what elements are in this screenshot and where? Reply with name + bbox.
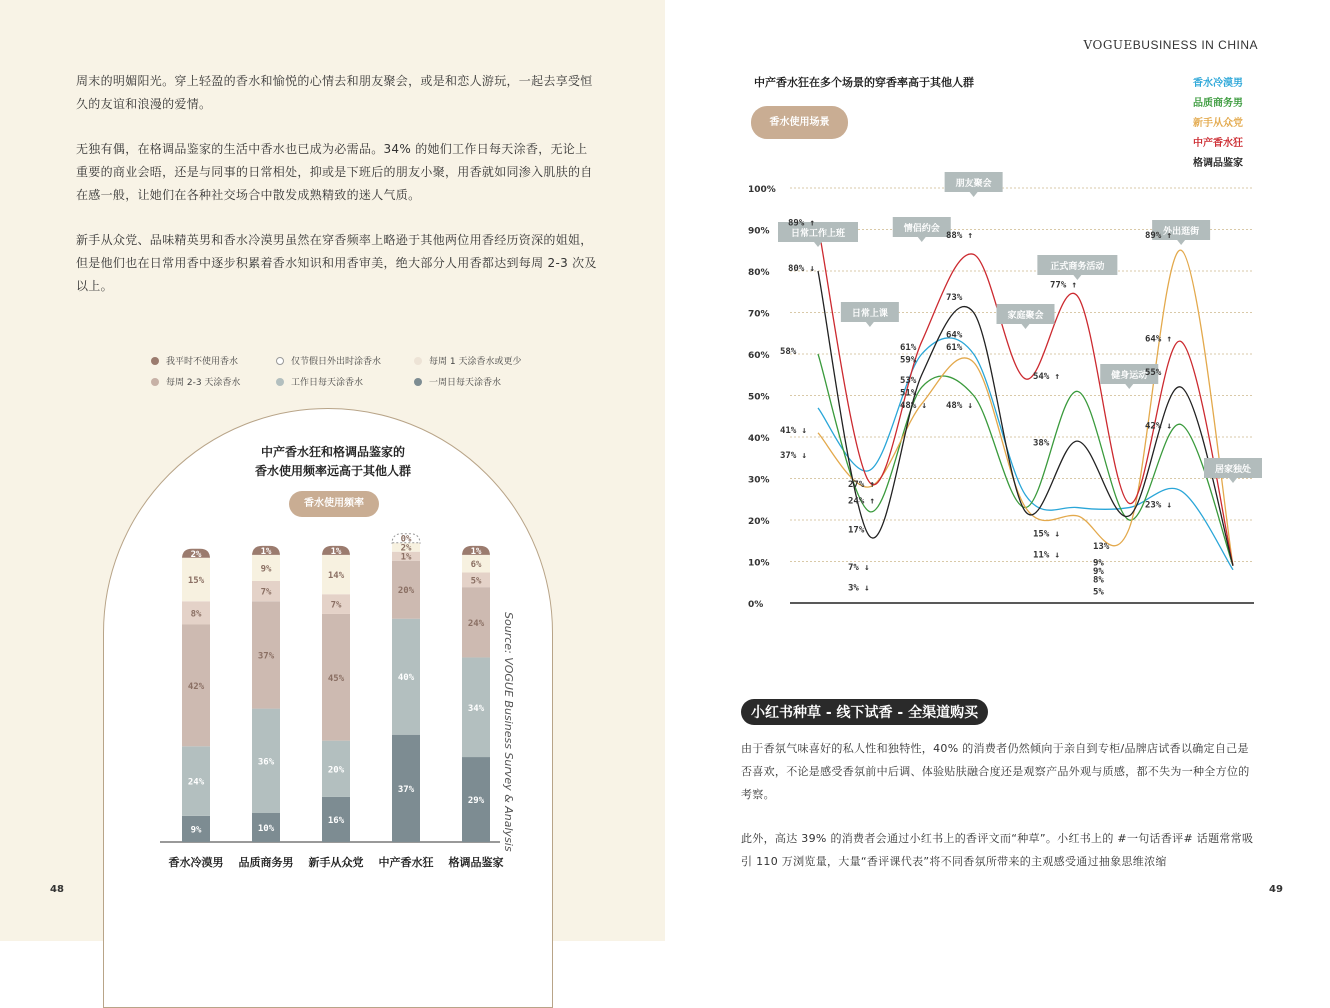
line-legend-item: 格调品鉴家 — [1193, 158, 1243, 169]
line-series — [818, 354, 1233, 566]
scene-tag-label: 家庭聚会 — [1007, 311, 1044, 321]
value-annotation: 37% ↓ — [780, 450, 808, 461]
value-annotation: 17% — [848, 525, 865, 536]
y-tick-label: 90% — [748, 226, 770, 237]
bar-value-label: 2% — [400, 543, 412, 554]
bar-category-label: 格调品鉴家 — [448, 856, 504, 869]
legend-swatch — [276, 357, 284, 365]
scene-tag-pointer — [1022, 324, 1030, 329]
paragraph-2: 无独有偶，在格调品鉴家的生活中香水也已成为必需品。34% 的她们工作日每天涂香，无论上重要的商业会晤，还是与同事的日常相处，抑或是下班后的朋友小聚，用香就如同渗入肌肤的自在感一般，让她们在各种社交场合中散发成熟精致的迷人气质。 — [76, 142, 593, 202]
legend-item — [151, 354, 238, 367]
value-annotation: 89% ↑ — [788, 218, 816, 229]
value-annotation: 38% — [1033, 438, 1050, 449]
value-annotation: 48% ↓ — [900, 400, 928, 411]
page-number-right: 49 — [1269, 884, 1283, 895]
line-series — [818, 250, 1233, 566]
bar-value-label: 15% — [187, 576, 205, 587]
line-legend-item: 中产香水狂 — [1193, 138, 1243, 149]
brand-bold: VOGUE — [1083, 38, 1133, 52]
bar-value-label: 42% — [187, 681, 205, 692]
source-note: Source: VOGUE Business Survey & Analysis — [502, 612, 515, 852]
value-annotation: 23% ↓ — [1145, 500, 1173, 511]
value-annotation: 3% ↓ — [848, 583, 870, 594]
value-annotation: 77% ↑ — [1050, 280, 1078, 291]
value-annotation: 5% — [1093, 587, 1104, 598]
scene-tag-label: 正式商务活动 — [1050, 262, 1105, 272]
freq-chart-title-line2: 香水使用频率远高于其他人群 — [254, 464, 411, 478]
y-tick-label: 40% — [748, 434, 770, 444]
y-tick-label: 60% — [748, 351, 770, 361]
scene-tag-label: 健身运动 — [1111, 371, 1148, 381]
scene-tag-label: 居家独处 — [1214, 465, 1252, 475]
legend-swatch — [414, 378, 422, 386]
bar-value-label: 5% — [470, 576, 482, 587]
scene-tag — [841, 302, 899, 327]
bar-value-label: 24% — [187, 777, 205, 788]
legend-swatch — [151, 378, 159, 386]
value-annotation: 8% — [1093, 575, 1104, 586]
freq-stacked-bar-chart — [160, 534, 520, 880]
bar-value-label: 20% — [397, 586, 415, 597]
y-tick-label: 30% — [748, 475, 770, 486]
y-tick-label: 20% — [748, 517, 770, 527]
page-number-left: 48 — [50, 884, 64, 895]
bar-value-label: 7% — [330, 600, 342, 611]
legend-swatch — [414, 357, 422, 365]
scene-chart-pill: 香水使用场景 — [751, 106, 848, 139]
value-annotation: 9% — [1093, 558, 1104, 569]
y-tick-label: 70% — [748, 309, 770, 320]
paragraph-1: 周末的明媚阳光。穿上轻盈的香水和愉悦的心情去和朋友聚会，或是和恋人游玩，一起去享受恒久的友谊和浪漫的爱情。 — [76, 74, 593, 111]
bar-value-label: 36% — [257, 757, 275, 768]
value-annotation: 61% — [946, 342, 963, 353]
scene-tag-label: 日常上课 — [851, 309, 888, 319]
value-annotation: 51% — [900, 388, 917, 399]
scene-tag-pointer — [970, 192, 978, 197]
bar-value-label: 37% — [397, 784, 415, 795]
value-annotation: 80% ↓ — [788, 264, 816, 274]
value-annotation: 53% — [900, 376, 917, 387]
bar-value-label: 34% — [467, 703, 485, 714]
bar-value-label: 37% — [257, 651, 275, 662]
scene-line-chart — [740, 160, 1270, 620]
right-paragraph-1: 由于香氛气味喜好的私人性和独特性，40% 的消费者仍然倾向于亲自到专柜/品牌店试香以确定自己是否喜欢，不论是感受香氛前中后调、体验贴肤融合度还是观察产品外观与质感，都不失为一种全方位的考察。 — [741, 742, 1250, 801]
bar-value-label: 9% — [260, 564, 272, 575]
bar-value-label: 10% — [257, 824, 275, 834]
bar-value-label: 24% — [467, 618, 485, 629]
bar-value-label: 2% — [190, 549, 202, 560]
scene-tag — [945, 172, 1003, 197]
scene-tag — [997, 304, 1055, 329]
scene-tag — [1037, 255, 1117, 280]
legend-label: 每周 1 天涂香水或更少 — [429, 357, 522, 367]
bar-value-label: 20% — [327, 765, 345, 776]
bar-value-label: 1% — [260, 546, 272, 557]
y-tick-label: 80% — [748, 268, 770, 278]
scene-tag-pointer — [1229, 478, 1237, 483]
freq-chart-pill: 香水使用频率 — [289, 491, 379, 517]
value-annotation: 61% — [900, 342, 917, 353]
bar-value-label: 1% — [400, 552, 412, 563]
legend-label: 我平时不使用香水 — [166, 357, 239, 367]
value-annotation: 64% — [946, 330, 963, 341]
value-annotation: 15% ↓ — [1033, 529, 1061, 540]
legend-label: 工作日每天涂香水 — [291, 378, 364, 388]
legend-item — [151, 375, 240, 388]
legend-label: 仅节假日外出时涂香水 — [291, 357, 382, 367]
scene-tag — [893, 217, 951, 242]
line-legend-item: 品质商务男 — [1193, 98, 1243, 109]
scene-tag-pointer — [1125, 384, 1133, 389]
legend-swatch — [276, 378, 284, 386]
value-annotation: 55% — [1145, 367, 1162, 378]
scene-tag-pointer — [1073, 275, 1081, 280]
legend-label: 每周 2-3 天涂香水 — [166, 378, 241, 388]
value-annotation: 73% — [946, 293, 963, 304]
legend-item — [414, 354, 521, 367]
value-annotation: 13% — [1093, 542, 1110, 553]
value-annotation: 42% ↓ — [1145, 421, 1173, 432]
y-tick-label: 100% — [748, 185, 776, 195]
y-tick-label: 50% — [748, 392, 770, 403]
line-legend-item: 香水冷漠男 — [1193, 78, 1243, 89]
paragraph-3: 新手从众党、品味精英男和香水冷漠男虽然在穿香频率上略逊于其他两位用香经历资深的姐姐，但是他们也在日常用香中逐步积累着香水知识和用香审美，绝大部分人用香都达到每周 2-3 次及以上。 — [76, 233, 597, 293]
legend-item — [414, 375, 501, 388]
scene-tag-pointer — [866, 322, 874, 327]
line-legend-item: 新手从众党 — [1193, 118, 1243, 129]
bar-value-label: 1% — [470, 546, 482, 557]
bar-value-label: 0% — [400, 534, 412, 545]
legend-label: 一周日每天涂香水 — [429, 378, 502, 388]
scene-tag-pointer — [918, 237, 926, 242]
value-annotation: 59% — [900, 355, 917, 366]
brand-light: BUSINESS IN CHINA — [1132, 38, 1258, 52]
freq-chart-title — [223, 443, 443, 481]
freq-chart-title-line1: 中产香水狂和格调品鉴家的 — [260, 445, 405, 459]
bar-value-label: 9% — [190, 825, 202, 836]
value-annotation: 9% — [1093, 566, 1104, 577]
scene-tag-label: 外出逛街 — [1163, 227, 1200, 237]
right-paragraph-2: 此外，高达 39% 的消费者会通过小红书上的香评文而“种草”。小红书上的 #一句话香评# 话题常常吸引 110 万浏览量，大量“香评课代表”将不同香氛所带来的主观感受通过抽象思维浓缩 — [741, 832, 1254, 868]
scene-tag-label: 朋友聚会 — [955, 179, 992, 189]
line-series — [818, 338, 1233, 570]
bar-value-label: 1% — [330, 546, 342, 557]
bar-category-label: 新手从众党 — [308, 856, 364, 869]
bar-value-label: 16% — [327, 815, 345, 826]
value-annotation: 24% ↑ — [848, 496, 876, 507]
scene-chart-title: 中产香水狂在多个场景的穿香率高于其他人群 — [754, 76, 974, 89]
bar-category-label: 香水冷漠男 — [168, 856, 224, 869]
legend-item — [276, 354, 381, 367]
y-tick-label: 0% — [748, 600, 764, 610]
legend-item — [276, 375, 363, 388]
scene-tag-label: 情侣约会 — [903, 224, 940, 234]
bar-value-label: 45% — [327, 673, 345, 684]
value-annotation: 27% ↑ — [848, 479, 876, 490]
value-annotation: 11% ↓ — [1033, 550, 1061, 561]
bar-value-label: 6% — [470, 560, 482, 571]
y-tick-label: 10% — [748, 558, 770, 569]
brand-logo — [1084, 38, 1258, 52]
bar-value-label: 40% — [397, 673, 415, 684]
value-annotation: 7% ↓ — [848, 562, 870, 573]
bar-value-label: 14% — [327, 571, 345, 582]
bar-value-label: 7% — [260, 587, 272, 598]
section-title: 小红书种草 - 线下试香 - 全渠道购买 — [741, 699, 988, 725]
value-annotation: 48% ↓ — [946, 400, 974, 411]
scene-tag-pointer — [1177, 240, 1185, 245]
value-annotation: 89% ↑ — [1145, 230, 1173, 241]
bar-value-label: 8% — [190, 609, 202, 620]
bar-category-label: 中产香水狂 — [378, 856, 434, 869]
value-annotation: 88% ↑ — [946, 230, 974, 241]
legend-swatch — [151, 357, 159, 365]
value-annotation: 58% — [780, 347, 797, 357]
bar-value-label: 29% — [467, 796, 485, 807]
bar-category-label: 品质商务男 — [238, 856, 294, 869]
scene-tag-label: 日常工作上班 — [790, 229, 846, 239]
value-annotation: 41% ↓ — [780, 425, 808, 436]
value-annotation: 54% ↑ — [1033, 371, 1061, 382]
value-annotation: 64% ↑ — [1145, 334, 1173, 345]
